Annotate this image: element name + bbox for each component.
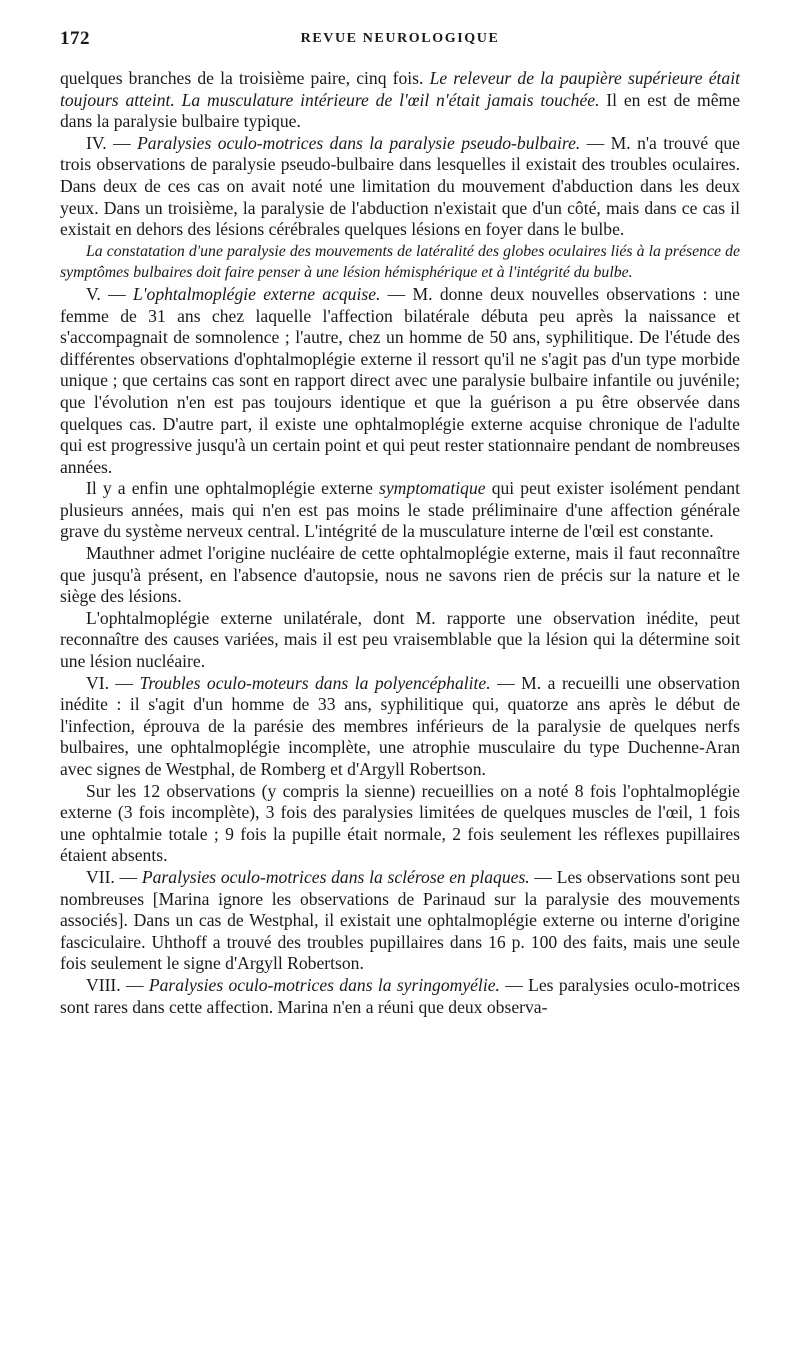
running-head [60, 28, 740, 54]
journal-title: REVUE NEUROLOGIQUE [300, 31, 500, 46]
section-heading: Troubles oculo-moteurs dans la polyencéphalite. [139, 672, 491, 693]
paragraph-conclusion [60, 241, 740, 284]
paragraph-section-iv [60, 133, 740, 241]
text-run: Il y a enfin une ophtalmoplégie externe [86, 478, 380, 499]
section-number: VIII. — [86, 974, 149, 995]
paragraph-section-v [60, 284, 740, 478]
text-run: L'ophtalmoplégie externe unilatérale, dont M. rapporte une observation inédite, peut reconnaître des causes variées, mais il est peu vraisemblable que la lésion qui la détermine soit une lésion nucléaire. [60, 607, 740, 672]
page-number: 172 [60, 28, 90, 49]
section-heading: Paralysies oculo-motrices dans la sclérose en plaques. [141, 866, 530, 887]
section-heading: L'ophtalmoplégie externe acquise. [132, 283, 381, 304]
italic-run: Le releveur de la paupière supérieure était toujours atteint. La musculature intérieure de l'œil n'était jamais touchée. [60, 68, 740, 110]
text-run: — M. n'a trouvé que trois observations de paralysie pseudo-bulbaire dans lesquelles il existait des troubles oculaires. Dans deux de ces cas on avait noté une limitation du mouvement d'abduction dans les deux yeux. Dans un troisième, la paralysie de l'abduction n'existait que d'un côté, mais dans ce cas il existait en dehors des lésions cérébrales quelques lésions en foyer dans le bulbe. [60, 132, 740, 240]
text-run: Mauthner admet l'origine nucléaire de cette ophtalmoplégie externe, mais il faut reconnaître que jusqu'à présent, en l'absence d'autopsie, nous ne savons rien de précis sur la nature et le siège des lésions. [60, 543, 740, 607]
text-run: Il en est de même dans la paralysie bulbaire typique. [60, 89, 741, 132]
paragraph-section-viii [60, 975, 740, 1018]
section-heading: Paralysies oculo-motrices dans la paralysie pseudo-bulbaire. [137, 132, 581, 153]
paragraph [60, 608, 740, 673]
section-number: IV. — [86, 132, 138, 153]
section-number: V. — [86, 283, 133, 304]
paragraph [60, 543, 740, 608]
text-run: quelques branches de la troisième paire, cinq fois. [60, 68, 430, 88]
section-heading: Paralysies oculo-motrices dans la syringomyélie. [148, 974, 500, 995]
paragraph [60, 781, 740, 867]
text-run: qui peut exister isolément pendant plusieurs années, mais qui n'en est pas moins le stade préliminaire d'une affection générale grave du système nerveux central. L'intégrité de la musculature interne de l'œil est constante. [60, 478, 740, 542]
section-number: VII. — [86, 866, 142, 887]
text-run: — Les observations sont peu nombreuses [Marina ignore les observations de Parinaud sur la paralysie des mouvements associés]. Dans un cas de Westphal, il existait une ophtalmoplégie externe ou interne d'origine fasciculaire. Uhthoff a trouvé des troubles pupillaires dans 16 p. 100 des faits, mais une seule fois seulement le signe d'Argyll Robertson. [60, 866, 740, 974]
section-number: VI. — [86, 672, 140, 693]
italic-run: La constatation d'une paralysie des mouvements de latéralité des globes oculaires liés à la présence de symptômes bulbaires doit faire penser à une lésion hémisphérique et à l'intégrité du bulbe. [60, 242, 740, 282]
paragraph [60, 68, 740, 133]
italic-run: symptomatique [379, 478, 486, 499]
paragraph-section-vi [60, 673, 740, 781]
document-page [60, 28, 740, 1328]
text-run: Sur les 12 observations (y compris la sienne) recueillies on a noté 8 fois l'ophtalmoplégie externe (3 fois incomplète), 3 fois des paralysies limitées de quelques muscles de l'œil, 1 fois une ophtalmie totale ; 9 fois la pupille était normale, 2 fois seulement les réflexes pupillaires étaient absents. [60, 780, 740, 866]
text-run: — M. donne deux nouvelles observations : une femme de 31 ans chez laquelle l'affection bilatérale débuta peu après la naissance et s'accompagnait de somnolence ; l'autre, chez un homme de 50 ans, syphilitique. De l'étude des différentes observations d'ophtalmoplégie externe il ressort qu'il ne s'agit pas d'un type morbide unique ; que certains cas sont en rapport direct avec une paralysie bulbaire infantile ou juvénile; que l'évolution n'en est pas toujours identique et que la guérison a pu être observée dans quelques cas. D'autre part, il existe une ophtalmoplégie externe acquise chronique de l'adulte qui est progressive jusqu'à un certain point et qui peut rester stationnaire pendant de nombreuses années. [60, 283, 740, 477]
text-run: — Les paralysies oculo-motrices sont rares dans cette affection. Marina n'en a réuni que deux observa- [60, 974, 741, 1017]
body-text [60, 68, 740, 1018]
text-run: — M. a recueilli une observation inédite : il s'agit d'un homme de 33 ans, syphilitique qui, quatorze ans après le début de l'infection, éprouva de la parésie des membres inférieurs de la paralysie de quelques nerfs bulbaires, une ophtalmoplégie incomplète, une atrophie musculaire du type Duchenne-Aran avec signes de Westphal, de Romberg et d'Argyll Robertson. [60, 672, 740, 779]
paragraph-section-vii [60, 867, 740, 975]
paragraph [60, 478, 740, 543]
